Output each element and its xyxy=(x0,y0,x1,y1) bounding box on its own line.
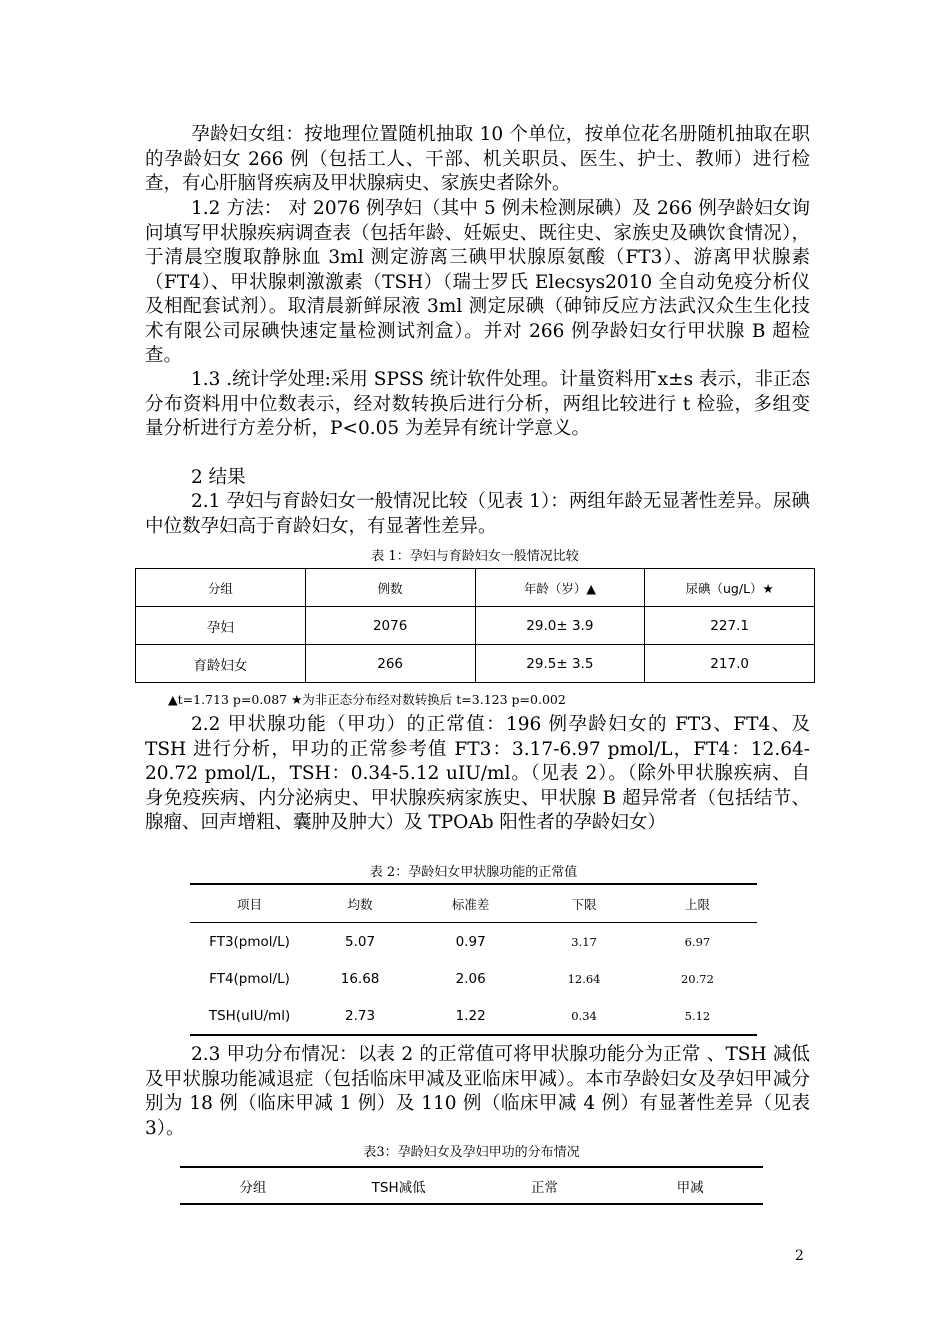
table-cell: 29.0± 3.9 xyxy=(475,607,645,645)
table-row xyxy=(136,645,815,683)
paragraph-result-2-3: 2.3 甲功分布情况：以表 2 的正常值可将甲状腺功能分为正常 、TSH 减低及甲状腺功能减退症（包括临床甲减及亚临床甲减）。本市孕龄妇女及孕妇甲减分别为 18 例（临床甲减 1 例）及 110 例（临床甲减 4 例）有显著性差异（见表 3）。 xyxy=(145,1044,810,1139)
paragraph-methods: 1.2 方法： 对 2076 例孕妇（其中 5 例未检测尿碘）及 266 例孕龄妇女询问填写甲状腺疾病调查表（包括年龄、妊娠史、既往史、家族史及碘饮食情况），于清晨空腹取静脉血 3ml 测定游离三碘甲状腺原氨酸（FT3）、游离甲状腺素（FT4）、甲状腺刺激激素（TSH）（瑞士罗氏 Elecsys2010 全自动免疫分析仪及相配套试剂）。取清晨新鲜尿液 3ml 测定尿碘（砷铈反应方法武汉众生生化技术有限公司尿碘快速定量检测试剂盒）。并对 266 例孕龄妇女行甲状腺 B 超检查。 xyxy=(145,198,810,366)
table-header-cell: 尿碘（ug/L）★ xyxy=(645,569,815,607)
table1-footnote: ▲t=1.713 p=0.087 ★为非正态分布经对数转换后 t=3.123 p=0.002 xyxy=(168,692,566,707)
page-number: 2 xyxy=(795,1248,804,1264)
table-row xyxy=(190,960,757,997)
table-cell: 217.0 xyxy=(645,645,815,683)
section-heading-results: 2 结果 xyxy=(191,467,246,488)
table-row xyxy=(190,923,757,961)
table-thyroid-normal-values xyxy=(190,883,757,1036)
paragraph-statistics: 1.3 .统计学处理:采用 SPSS 统计软件处理。计量资料用 ̄x±s 表示，非正态分布资料用中位数表示，经对数转换后进行分析，两组比较进行 t 检验，多组变量分析进行方差分析，P<0.05 为差异有统计学意义。 xyxy=(145,369,811,439)
table-header-cell: TSH减低 xyxy=(326,1167,472,1204)
table-header-row xyxy=(180,1167,763,1204)
table-row xyxy=(136,607,815,645)
table-cell: TSH(uIU/ml) xyxy=(190,997,309,1035)
table-cell: FT4(pmol/L) xyxy=(209,970,290,987)
table-header-cell: 均数 xyxy=(309,884,411,923)
table-cell: 227.1 xyxy=(645,607,815,645)
table-row xyxy=(190,997,757,1035)
table2-caption: 表 2：孕龄妇女甲状腺功能的正常值 xyxy=(369,865,578,880)
table-cell: 5.12 xyxy=(638,997,757,1035)
table-cell: 266 xyxy=(305,645,475,683)
table-header-cell: 标准差 xyxy=(411,884,530,923)
table-cell: 孕妇 xyxy=(136,607,306,645)
table-cell: 2.73 xyxy=(309,997,411,1035)
table-cell: 29.5± 3.5 xyxy=(475,645,645,683)
table-cell: 5.07 xyxy=(345,933,376,950)
table-header-cell: 分组 xyxy=(180,1167,326,1204)
table-header-cell: 正常 xyxy=(472,1167,618,1204)
table-cell: 0.97 xyxy=(455,933,486,950)
table-header-cell: 分组 xyxy=(136,569,306,607)
table-cell: 12.64 xyxy=(567,971,601,986)
table3-caption: 表3：孕龄妇女及孕妇甲功的分布情况 xyxy=(363,1145,580,1160)
table-header-cell: 例数 xyxy=(305,569,475,607)
table-cell: 2076 xyxy=(305,607,475,645)
table-cell: FT3(pmol/L) xyxy=(209,933,290,950)
paragraph-result-2-1: 2.1 孕妇与育龄妇女一般情况比较（见表 1）：两组年龄无显著性差异。尿碘中位数孕妇高于育龄妇女，有显著性差异。 xyxy=(145,491,810,537)
table-header-row xyxy=(136,569,815,607)
table-cell: 20.72 xyxy=(680,971,714,986)
table-header-cell: 下限 xyxy=(530,884,638,923)
table-thyroid-distribution xyxy=(180,1166,763,1205)
table-header-cell: 甲减 xyxy=(617,1167,763,1204)
table-header-cell: 项目 xyxy=(190,884,309,923)
table-header-row xyxy=(190,884,757,923)
paragraph-childbearing-group: 孕龄妇女组：按地理位置随机抽取 10 个单位，按单位花名册随机抽取在职的孕龄妇女 266 例（包括工人、干部、机关职员、医生、护士、教师）进行检查，有心肝脑肾疾病及甲状腺病史、家族史者除外。 xyxy=(145,124,810,194)
table-cell: 16.68 xyxy=(340,970,380,987)
table-cell: 3.17 xyxy=(571,934,597,949)
table-cell: 0.34 xyxy=(530,997,638,1035)
table-cell: 2.06 xyxy=(455,970,486,987)
table-header-cell: 年龄（岁）▲ xyxy=(475,569,645,607)
table-cell: 育龄妇女 xyxy=(136,645,306,683)
table-cell: 1.22 xyxy=(411,997,530,1035)
table-general-comparison xyxy=(135,568,815,683)
table-header-cell: 上限 xyxy=(638,884,757,923)
table1-caption: 表 1：孕妇与育龄妇女一般情况比较 xyxy=(371,549,579,564)
table-cell: 6.97 xyxy=(684,934,711,949)
paragraph-result-2-2: 2.2 甲状腺功能（甲功）的正常值：196 例孕龄妇女的 FT3、FT4、及 TSH 进行分析，甲功的正常参考值 FT3：3.17-6.97 pmol/L，FT4：12.64-20.72 pmol/L，TSH：0.34-5.12 uIU/ml。（见表 2）。（除外甲状腺疾病、自身免疫疾病、内分泌病史、甲状腺疾病家族史、甲状腺 B 超异常者（包括结节、腺瘤、回声增粗、囊肿及肿大）及 TPOAb 阳性者的孕龄妇女） xyxy=(145,714,810,833)
